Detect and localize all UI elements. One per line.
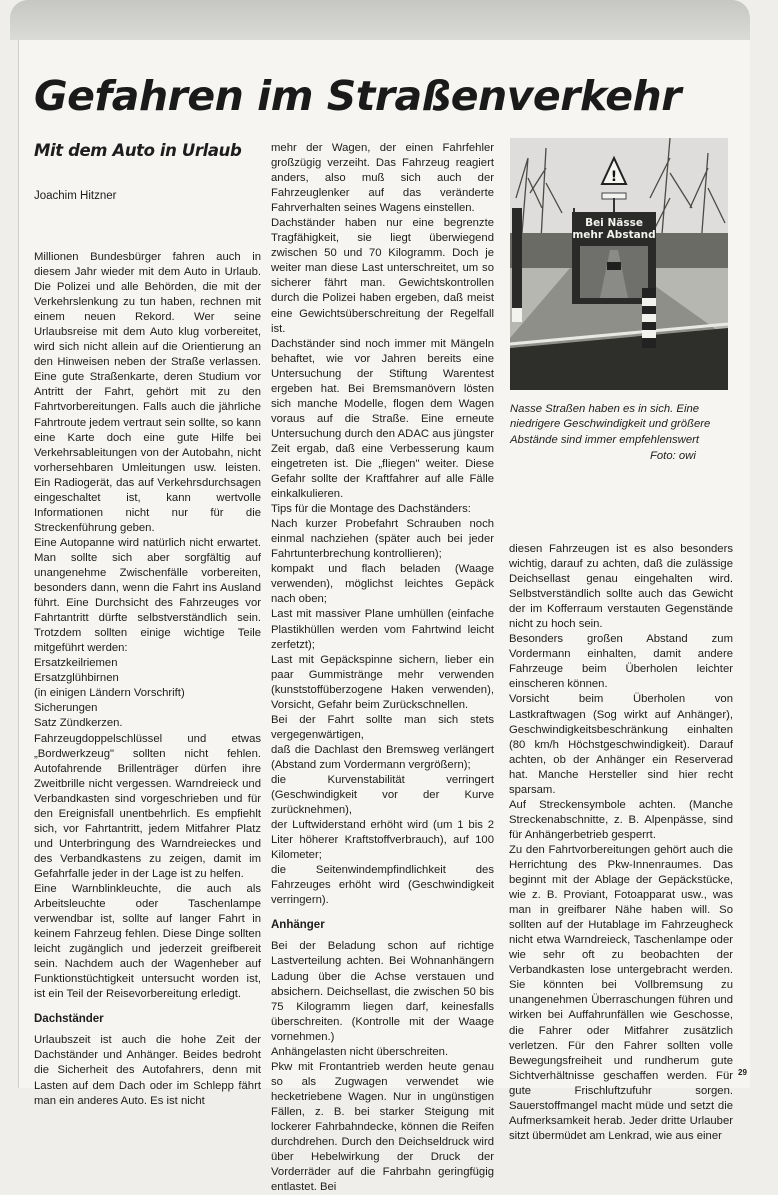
paragraph: Pkw mit Frontantrieb werden heute genau so als Zugwagen verwendet wie hecketriebene Wagen. Nur in ungünstigen Fällen, z. B. bei starker Steigung mit lockerer Fahrbahndecke, können die Reifen durchdrehen. Durch den Deichseldruck wird über Hebelwirkung der Druck der Vorderräder auf die Fahrbahn geringfügig entlastet. Bei	[271, 1060, 494, 1194]
paragraph: Vorsicht beim Überholen von Lastkraftwagen (Sog wirkt auf Anhänger), Geschwindigkeitsbeschränkung einhalten (80 km/h Höchstgeschwindigkeit). Darauf achten, ob der Anhänger ein Reserverad hat. Manche Hersteller sind hier recht sparsam.	[509, 693, 733, 796]
top-band	[10, 0, 750, 40]
paragraph: Besonders großen Abstand zum Vordermann einhalten, damit andere Fahrzeuge beim Überholen leichter einscheren können.	[509, 633, 733, 691]
photo-road-sign	[510, 138, 728, 390]
subheadline: Mit dem Auto in Urlaub	[34, 141, 242, 160]
paragraph: Dachständer sind noch immer mit Mängeln behaftet, wie vor Jahren bereits eine Untersuchung der Stiftung Warentest ergeben hat. Bei Bremsmanövern lösten sich manche Modelle, flogen dem Wagen voraus auf die Straße. Eine erneute Untersuchung durch den ADAC aus jüngster Zeit ergab, daß eine Verbesserung kaum eingetreten ist. Die „fliegen" weiter. Diese Gefahr sollte der Kraftfahrer auf alle Fälle einkalkulieren.	[271, 337, 494, 501]
section-title-dachstaender: Dachständer	[34, 1013, 104, 1026]
photo-illustration	[510, 138, 728, 390]
list-item: Satz Zündkerzen.	[34, 717, 123, 730]
sign-text-line1: Bei Nässe	[585, 217, 643, 229]
paragraph: Auf Streckensymbole achten. (Manche Streckenabschnitte, z. B. Alpenpässe, sind für Anhängerbetrieb gesperrt.	[509, 798, 733, 841]
paragraph: der Luftwiderstand erhöht wird (um 1 bis 2 Liter höherer Kraftstoffverbrauch), auf 100 Kilometer;	[271, 819, 494, 862]
list-item: Ersatzkeilriemen	[34, 657, 118, 670]
paragraph: Tips für die Montage des Dachständers:	[271, 503, 471, 516]
sign-text-line2: mehr Abstand	[572, 229, 656, 241]
column-3	[509, 542, 733, 1144]
svg-text:!: !	[610, 169, 618, 185]
paragraph: Zu den Fahrtvorbereitungen gehört auch die Herrichtung des Pkw-Innenraumes. Das beginnt mit der Ablage der Gepäckstücke, wie z. B. Proviant, Fotoapparat usw., was man in greifbarer Nähe haben will. So sollten auf der Hutablage im Fahrzeugheck nicht etwa Warndreieck, Taschenlampe oder wie sehr oft zu beobachten der Verbandkasten lose untergebracht werden. Sie könnten bei Vollbremsung zu unangenehmen Überraschungen führen und wirken bei Auffahrunfällen wie Geschosse, die Fahrer oder Mitfahrer zusätzlich verletzen. Für den Fahrer sollten volle Bewegungsfreiheit und rundherum gute Sichtverhältnisse geschaffen werden. Für gute Frischluftzufuhr sorgen. Sauerstoffmangel macht müde und setzt die Aufmerksamkeit herab. Jeder dritte Urlauber sitzt übermüdet am Lenkrad, wie aus einer	[509, 843, 733, 1142]
photo-caption: Nasse Straßen haben es in sich. Eine niedrigere Geschwindigkeit und größere Abstände sind immer empfehlenswert	[510, 403, 711, 446]
paragraph: Eine Warnblinkleuchte, die auch als Arbeitsleuchte oder Taschenlampe verwendbar ist, sollte auf langer Fahrt in keinem Fahrzeug fehlen. Diese Dinge sollten leicht zugänglich und jederzeit greifbereit sein. Nachdem auch der Wagenheber auf Funktionstüchtigkeit untersucht worden ist, ist ein Teil der Reisevorbereitung erledigt.	[34, 882, 261, 1001]
photo-credit: Foto: owi	[650, 450, 696, 462]
paragraph: mehr der Wagen, der einen Fahrfehler großzügig verzeiht. Das Fahrzeug reagiert anders, also muß sich auch der Fahrzeuglenker auf das veränderte Fahrverhalten seines Wagens einstellen.	[271, 142, 494, 215]
paragraph: daß die Dachlast den Bremsweg verlängert (Abstand zum Vordermann vergrößern);	[271, 743, 494, 771]
paragraph: die Kurvenstabilität verringert (Geschwindigkeit vor der Kurve zurücknehmen),	[271, 773, 494, 817]
list-item: Sicherungen	[34, 702, 98, 715]
paragraph: Dachständer haben nur eine begrenzte Tragfähigkeit, sie liegt überwiegend zwischen 50 und 70 Kilogramm. Doch je weiter man diese Last unterschreitet, um so sicherer fährt man. Gewichtskontrollen durch die Polizei haben ergeben, daß meist eine Gewichtsüberschreitung der Regelfall ist.	[271, 217, 494, 335]
column-1	[34, 250, 261, 1109]
list-item: Ersatzglühbirnen	[34, 672, 119, 685]
paragraph: Last mit massiver Plane umhüllen (einfache Plastikhüllen werden vom Fahrtwind leicht zerfetzt);	[271, 608, 494, 651]
paragraph: Anhängelasten nicht überschreiten.	[271, 1045, 449, 1058]
paragraph: kompakt und flach beladen (Waage verwenden), möglichst leichtes Gepäck nach oben;	[271, 563, 494, 606]
paragraph: Eine Autopanne wird natürlich nicht erwartet. Man sollte sich aber sorgfältig auf unangenehme Zwischenfälle vorbereiten, besonders dann, wenn die Fahrt ins Ausland führt. Eine Durchsicht des Fahrzeuges vor Fahrtantritt dürfte selbstverständlich sein. Trotzdem sollten einige wichtige Teile mitgeführt werden:	[34, 536, 261, 655]
section-title-anhaenger: Anhänger	[271, 919, 325, 932]
paragraph: Bei der Fahrt sollte man sich stets vergegenwärtigen,	[271, 713, 494, 741]
author: Joachim Hitzner	[34, 190, 117, 202]
paragraph: diesen Fahrzeugen ist es also besonders wichtig, darauf zu achten, daß die zulässige Deichsellast genau eingehalten wird. Selbstverständlich sollte auch das Gewicht der im Kofferraum verstauten Gegenstände nicht zu hoch sein.	[509, 543, 733, 631]
paragraph: Urlaubszeit ist auch die hohe Zeit der Dachständer und Anhänger. Beides bedroht die Sicherheit des Autofahrers, denn mit Lasten auf dem Dach oder im Schlepp fährt man ein anderes Auto. Es ist nicht	[34, 1034, 261, 1107]
headline: Gefahren im Straßenverkehr	[34, 72, 681, 120]
page-number: 29	[738, 1068, 747, 1077]
paragraph: Nach kurzer Probefahrt Schrauben noch einmal nachziehen (später auch bei jeder Fahrtunterbrechung kontrollieren);	[271, 518, 494, 561]
paragraph: Bei der Beladung schon auf richtige Lastverteilung achten. Bei Wohnanhängern Ladung über die Achse verstauen und absichern. Deichsellast, die zwischen 50 bis 75 Kilogramm liegen darf, keinesfalls überschreiten. (Kontrolle mit der Waage vornehmen.)	[271, 940, 494, 1043]
paragraph: Fahrzeugdoppelschlüssel und etwas „Bordwerkzeug" sollten nicht fehlen. Autofahrende Brillenträger dürfen ihre Zweitbrille nicht vergessen. Warndreieck und Verbandkasten sind vorgeschrieben und für den Ereignisfall unentbehrlich. Es empfiehlt sich, vor Fahrtantritt, jedem Mitfahrer Platz und Unterbringung des Warndreieckes und des Verbandkastens zu zeigen, damit im Gefahrfalle jeder in der Lage ist zu helfen.	[34, 732, 261, 880]
paragraph: die Seitenwindempfindlichkeit des Fahrzeuges erhöht wird (Geschwindigkeit verringern).	[271, 864, 494, 907]
list-item: (in einigen Ländern Vorschrift)	[34, 687, 185, 700]
column-2	[271, 141, 494, 1195]
paragraph: Millionen Bundesbürger fahren auch in diesem Jahr wieder mit dem Auto in Urlaub. Die Polizei und alle Behörden, die mit der Verkehrslenkung zu tun haben, rechnen mit einem neuen Rekord. Wer seine Urlaubsreise mit dem Auto klug vorbereitet, wird sich nicht allein auf die Orientierung an den Hinweisen neben der Straße verlassen. Eine gute Straßenkarte, deren Studium vor Antritt der Fahrt, gehört mit zu den Fahrtvorbereitungen. Falls auch die jährliche Fahrtroute jedem vertraut sein sollte, so kann eine Karte doch eine gute Hilfe bei Verkehrsableitungen von der Autobahn, nicht vorhersehbaren Umleitungen usw. leisten. Ein Radiogerät, das auf Verkehrsdurchsagen eingeschaltet ist, kann wertvolle Informationen nicht nur für die Streckenführung geben.	[34, 251, 261, 534]
paragraph: Last mit Gepäckspinne sichern, lieber ein paar Gummistränge mehr verwenden (kunststoffüberzogene Haken verwenden), Vorsicht, Gefahr beim Zurückschnellen.	[271, 653, 494, 711]
